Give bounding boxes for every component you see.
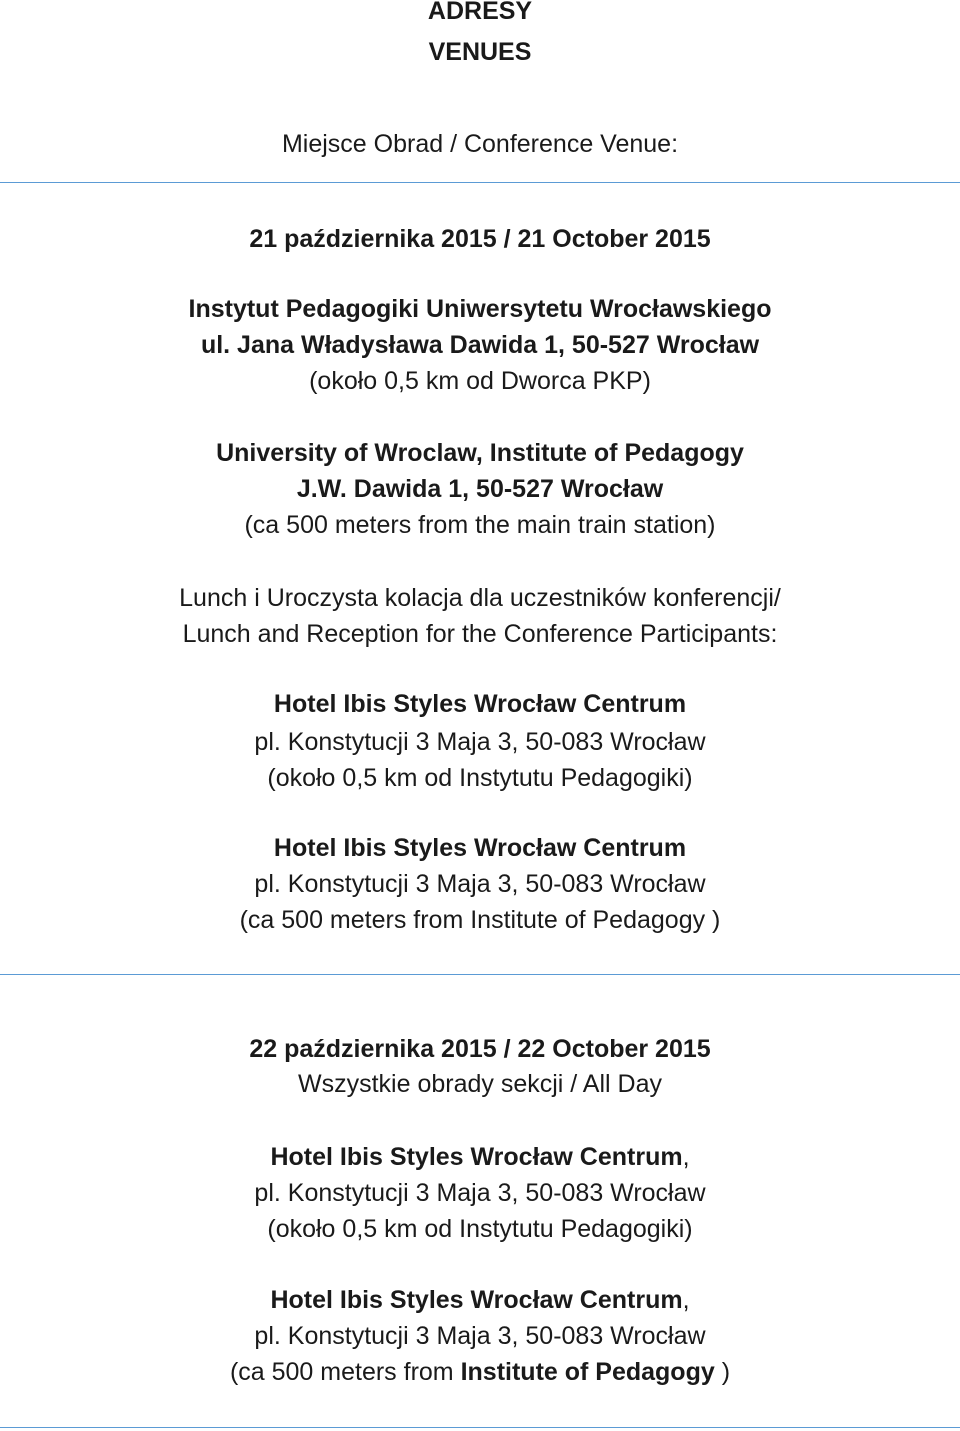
day2-subtitle: Wszystkie obrady sekcji / All Day [298,1070,662,1098]
day1-institute-en-name: University of Wroclaw, Institute of Pedagogy [216,439,744,467]
divider-bottom [0,1427,960,1428]
day2-hotel-en-name-line [0,1285,960,1315]
day2-hotel-pl-name: Hotel Ibis Styles Wrocław Centrum [270,1143,683,1171]
divider-middle [0,974,960,975]
day2-hotel-en-name-suffix: , [682,1286,690,1314]
day2-hotel-pl-name-line [0,1142,960,1172]
day1-institute-pl-address: ul. Jana Władysława Dawida 1, 50-527 Wrocław [200,331,760,359]
day1-institute-en-address: J.W. Dawida 1, 50-527 Wrocław [296,475,664,503]
day1-date: 21 października 2015 / 21 October 2015 [249,225,711,253]
day1-hotel-pl-distance: (około 0,5 km od Instytutu Pedagogiki) [267,764,693,792]
day1-institute-en-distance: (ca 500 meters from the main train station) [244,511,716,539]
day2-hotel-pl-distance: (około 0,5 km od Instytutu Pedagogiki) [267,1215,693,1243]
title-venues: VENUES [428,38,532,66]
day1-institute-pl-name: Instytut Pedagogiki Uniwersytetu Wrocławskiego [188,295,772,323]
day2-hotel-en-name: Hotel Ibis Styles Wrocław Centrum [270,1286,683,1314]
day1-hotel-en-address: pl. Konstytucji 3 Maja 3, 50-083 Wrocław [254,870,706,898]
day2-hotel-en-distance-line [0,1357,960,1387]
divider-top [0,182,960,183]
day1-lunch-heading-en: Lunch and Reception for the Conference Participants: [182,620,778,648]
day1-lunch-heading-pl: Lunch i Uroczysta kolacja dla uczestników konferencji/ [179,584,781,612]
day2-hotel-pl-name-suffix: , [682,1143,690,1171]
day2-hotel-en-distance-suffix: ) [714,1358,731,1386]
day2-hotel-pl-address: pl. Konstytucji 3 Maja 3, 50-083 Wrocław [254,1179,706,1207]
day1-hotel-pl-name: Hotel Ibis Styles Wrocław Centrum [273,690,687,718]
day2-hotel-en-distance-bold: Institute of Pedagogy [460,1358,715,1386]
title-adresy: ADRESY [427,0,533,25]
day1-hotel-pl-address: pl. Konstytucji 3 Maja 3, 50-083 Wrocław [254,728,706,756]
conference-venue-heading: Miejsce Obrad / Conference Venue: [281,130,679,158]
day2-hotel-en-address: pl. Konstytucji 3 Maja 3, 50-083 Wrocław [254,1322,706,1350]
day2-date: 22 października 2015 / 22 October 2015 [249,1035,711,1063]
day1-hotel-en-name: Hotel Ibis Styles Wrocław Centrum [273,834,687,862]
day2-hotel-en-distance-prefix: (ca 500 meters from [229,1358,461,1386]
day1-hotel-en-distance: (ca 500 meters from Institute of Pedagogy ) [239,906,721,934]
day1-institute-pl-distance: (około 0,5 km od Dworca PKP) [309,367,651,395]
